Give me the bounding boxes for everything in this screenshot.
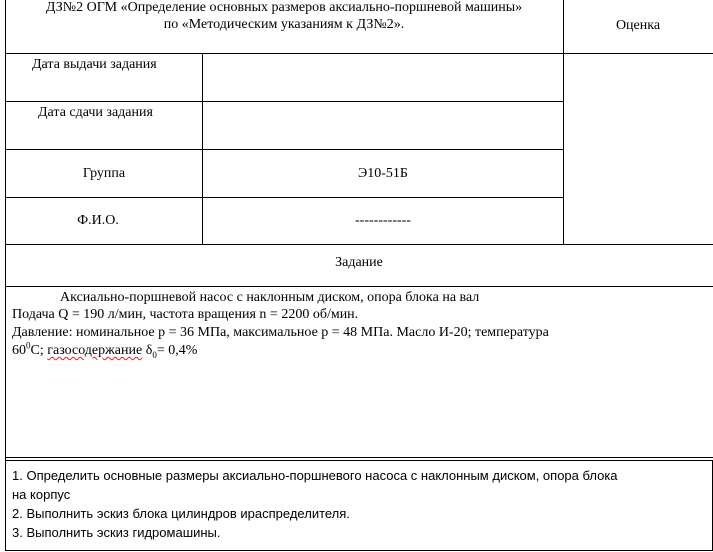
student-name-value: ------------	[355, 213, 411, 228]
temperature-superscript: 0	[26, 340, 31, 351]
group-value: Э10-51Б	[358, 166, 408, 181]
task-line-4	[12, 340, 198, 360]
task-line-2: Подача Q = 190 л/мин, частота вращения n = 2200 об/мин.	[12, 307, 359, 322]
task-line-3: Давление: номинальное p = 36 МПа, максимальное p = 48 МПа. Масло И-20; температура	[12, 325, 549, 340]
gas-content-word: газосодержание	[47, 343, 143, 358]
border-row1-bottom	[5, 101, 563, 102]
border-left	[5, 0, 6, 551]
delta-subscript: 0	[152, 349, 157, 360]
border-info-bottom	[5, 244, 713, 245]
step-1-line-2: на корпус	[12, 487, 71, 502]
border-top-row-bottom	[5, 53, 713, 54]
border-steps-top	[5, 460, 713, 461]
assignment-title-line2: по «Методическим указаниям к ДЗ№2».	[163, 17, 405, 32]
step-2: 2. Выполнить эскиз блока цилиндров ираспределителя.	[12, 506, 350, 521]
task-heading: Задание	[335, 255, 383, 270]
step-1-line-1: 1. Определить основные размеры аксиально-поршневого насоса с наклонным диском, опора блока	[12, 468, 618, 483]
gas-content-value: = 0,4%	[156, 343, 198, 358]
temperature-unit: С;	[30, 343, 48, 358]
border-row3-bottom	[5, 197, 563, 198]
step-3: 3. Выполнить эскиз гидромашины.	[12, 525, 221, 540]
grade-label: Оценка	[615, 18, 661, 33]
border-grade-divider	[563, 0, 564, 245]
group-label: Группа	[82, 166, 126, 181]
border-bottom	[5, 550, 713, 551]
delta-symbol: δ	[142, 343, 153, 358]
border-heading-bottom	[5, 286, 713, 287]
task-line-1: Аксиально-поршневой насос с наклонным диском, опора блока на вал	[60, 290, 480, 305]
border-row2-bottom	[5, 149, 563, 150]
issue-date-label: Дата выдачи задания	[32, 57, 157, 72]
temperature-value: 60	[12, 343, 26, 358]
assignment-title-line1: ДЗ№2 ОГМ «Определение основных размеров аксиально-поршневой машины»	[45, 0, 523, 15]
border-task-bottom	[5, 457, 713, 458]
due-date-label: Дата сдачи задания	[38, 105, 153, 120]
student-name-label: Ф.И.О.	[77, 213, 119, 228]
